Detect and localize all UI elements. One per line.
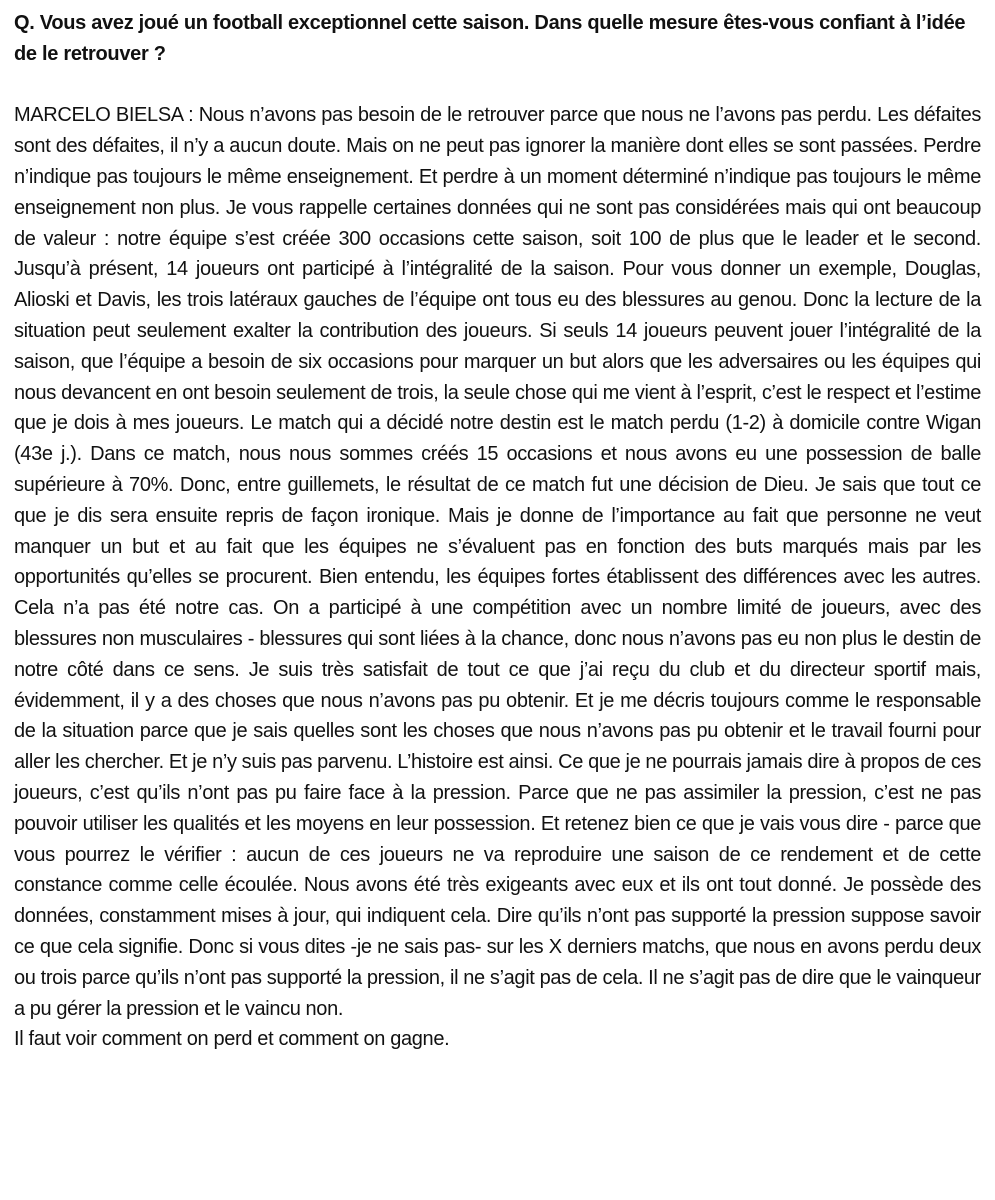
interview-answer: MARCELO BIELSA : Nous n’avons pas besoin de le retrouver parce que nous ne l’avons pas perdu. Les défaites sont des défaites, il n’y a aucun doute. Mais on ne peut pas ignorer la manière dont elles se sont passées. Perdre n’indique pas toujours le même enseignement. Et perdre à un moment déterminé n’indique pas toujours le même enseignement non plus. Je vous rappelle certaines données qui ne sont pas considérées mais qui ont beaucoup de valeur : notre équipe s’est créée 300 occasions cette saison, soit 100 de plus que le leader et le second. Jusqu’à présent, 14 joueurs ont participé à l’intégralité de la saison. Pour vous donner un exemple, Douglas, Alioski et Davis, les trois latéraux gauches de l’équipe ont tous eu des blessures au genou. Donc la lecture de la situation peut seulement exalter la contribution des joueurs. Si seuls 14 joueurs peuvent jouer l’intégralité de la saison, que l’équipe a besoin de six occasions pour marquer un but alors que les adversaires ou les équipes qui nous devancent en ont besoin seulement de trois, la seule chose qui me vient à l’esprit, c’est le respect et l’estime que je dois à mes joueurs. Le match qui a décidé notre destin est le match perdu (1-2) à domicile contre Wigan (43e j.). Dans ce match, nous nous sommes créés 15 occasions et nous avons eu une possession de balle supérieure à 70%. Donc, entre guillemets, le résultat de ce match fut une décision de Dieu. Je sais que tout ce que je dis sera ensuite repris de façon ironique. Mais je donne de l’importance au fait que personne ne veut manquer un but et au fait que les équipes ne s’évaluent pas en fonction des buts marqués mais par les opportunités qu’elles se procurent. Bien entendu, les équipes fortes établissent des différences avec les autres. Cela n’a pas été notre cas. On a participé à une compétition avec un nombre limité de joueurs, avec des blessures non musculaires - blessures qui sont liées à la chance, donc nous n’avons pas eu non plus le destin de notre côté dans ce sens. Je suis très satisfait de tout ce que j’ai reçu du club et du directeur sportif mais, évidemment, il y a des choses que nous n’avons pas pu obtenir. Et je me décris toujours comme le responsable de la situation parce que je sais quelles sont les choses que nous n’avons pas pu obtenir et le travail fourni pour aller les chercher. Et je n’y suis pas parvenu. L’histoire est ainsi. Ce que je ne pourrais jamais dire à propos de ces joueurs, c’est qu’ils n’ont pas pu faire face à la pression. Parce que ne pas assimiler la pression, c’est ne pas pouvoir utiliser les qualités et les moyens en leur possession. Et retenez bien ce que je vais vous dire - parce que vous pourrez le vérifier : aucun de ces joueurs ne va reproduire une saison de ce rendement et de cette constance comme celle écoulée. Nous avons été très exigeants avec eux et ils ont tout donné. Je possède des données, constamment mises à jour, qui indiquent cela. Dire qu’ils n’ont pas supporté la pression suppose savoir ce que cela signifie. Donc si vous dites -je ne sais pas- sur les X derniers matchs, que nous en avons perdu deux ou trois parce qu’ils n’ont pas supporté la pression, il ne s’agit pas de cela. Il ne s’agit pas de dire que le vainqueur a pu gérer la pression et le vaincu non. xyxy=(14,104,981,1020)
paragraph-spacer xyxy=(14,70,981,101)
interview-question: Q. Vous avez joué un football exceptionnel cette saison. Dans quelle mesure êtes-vous confiant à l’idée de le retrouver ? xyxy=(14,12,966,65)
closing-line: Il faut voir comment on perd et comment on gagne. xyxy=(14,1028,450,1051)
document-page xyxy=(14,8,981,1055)
